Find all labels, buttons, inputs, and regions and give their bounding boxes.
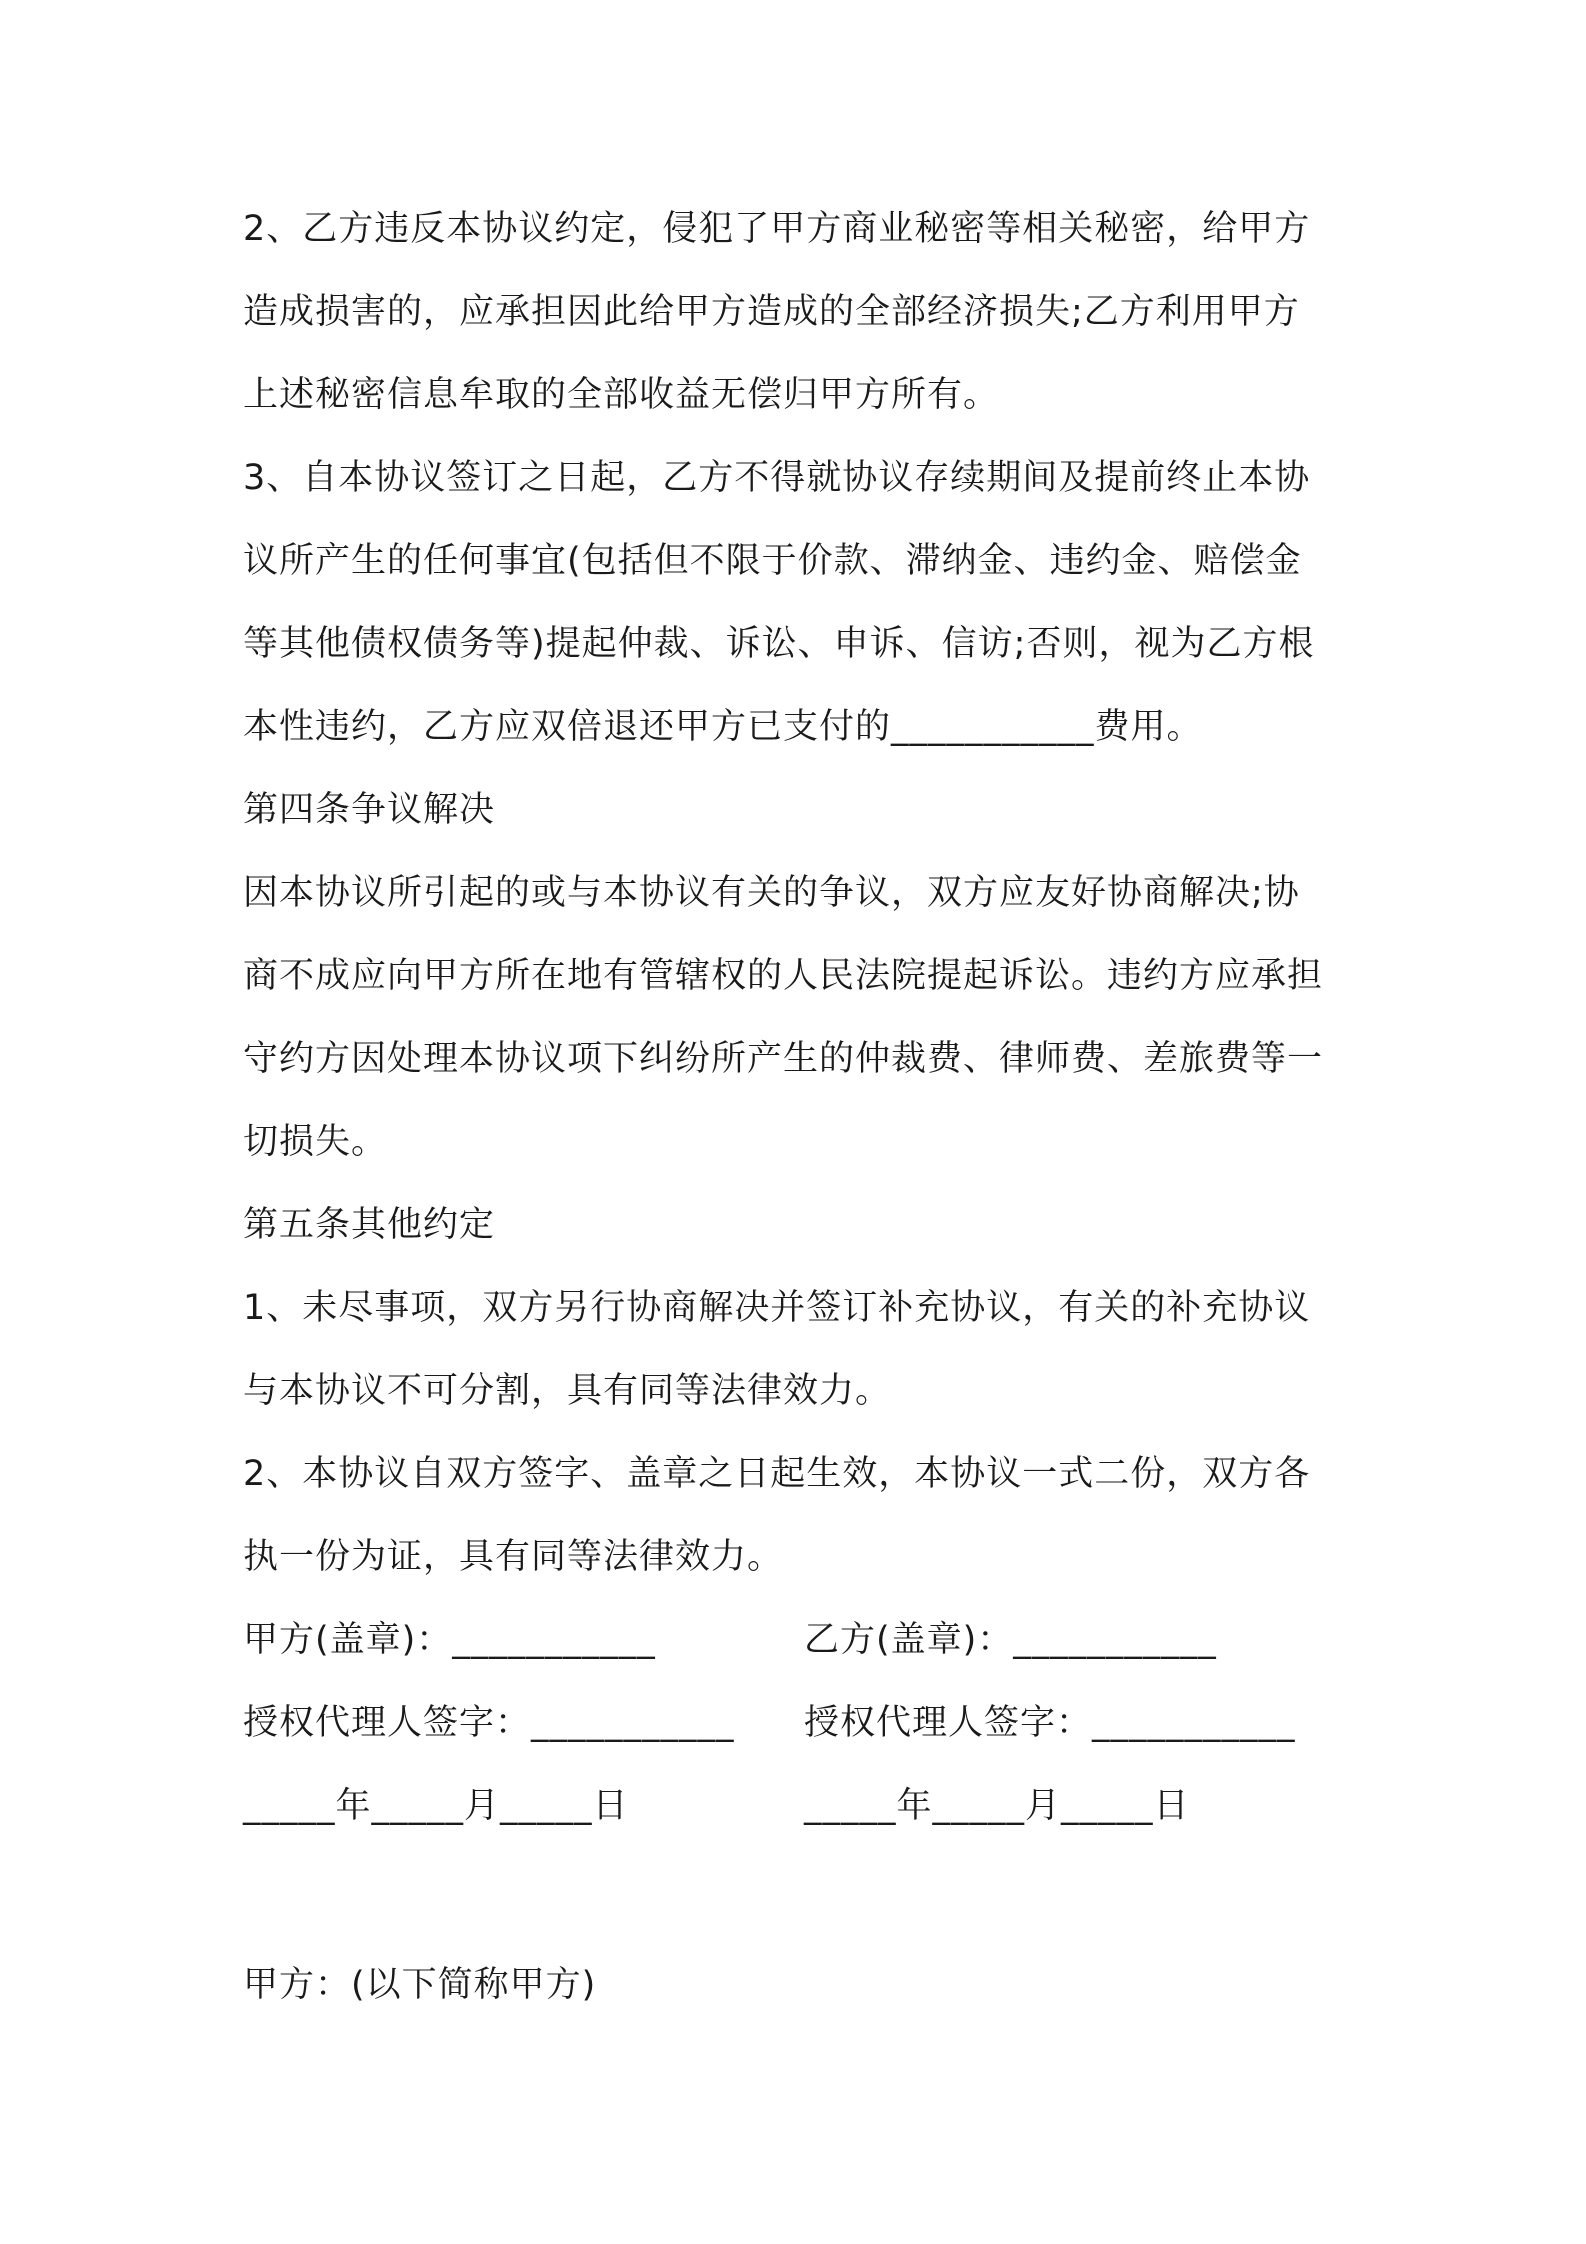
clause3-item3-line1: 3、自本协议签订之日起，乙方不得就协议存续期间及提前终止本协 bbox=[243, 458, 1311, 498]
clause3-item3-line2: 议所产生的任何事宜(包括但不限于价款、滞纳金、违约金、赔偿金 bbox=[243, 541, 1302, 581]
party-a-seal: 甲方(盖章)：___________ bbox=[243, 1620, 656, 1660]
article5-item2-line2: 执一份为证，具有同等法律效力。 bbox=[243, 1537, 784, 1577]
clause3-item2-line3: 上述秘密信息牟取的全部收益无偿归甲方所有。 bbox=[243, 375, 1000, 415]
article4-heading: 第四条争议解决 bbox=[243, 790, 496, 830]
article5-item1-line2: 与本协议不可分割，具有同等法律效力。 bbox=[243, 1371, 892, 1411]
clause3-item3-line3: 等其他债权债务等)提起仲裁、诉讼、申诉、信访;否则，视为乙方根 bbox=[243, 624, 1315, 664]
party-a-definition: 甲方：(以下简称甲方) bbox=[243, 1965, 597, 2005]
article5-item1-line1: 1、未尽事项，双方另行协商解决并签订补充协议，有关的补充协议 bbox=[243, 1288, 1311, 1328]
party-b-agent-signature: 授权代理人签字：___________ bbox=[804, 1703, 1296, 1743]
article5-item2-line1: 2、本协议自双方签字、盖章之日起生效，本协议一式二份，双方各 bbox=[243, 1454, 1311, 1494]
party-b-date: _____年_____月_____日 bbox=[804, 1786, 1190, 1826]
article5-heading: 第五条其他约定 bbox=[243, 1205, 496, 1245]
clause3-item2-line2: 造成损害的，应承担因此给甲方造成的全部经济损失;乙方利用甲方 bbox=[243, 292, 1300, 332]
party-a-agent-signature: 授权代理人签字：___________ bbox=[243, 1703, 735, 1743]
article4-line3: 守约方因处理本协议项下纠纷所产生的仲裁费、律师费、差旅费等一 bbox=[243, 1039, 1324, 1079]
clause3-item2-line1: 2、乙方违反本协议约定，侵犯了甲方商业秘密等相关秘密，给甲方 bbox=[243, 209, 1311, 249]
article4-line1: 因本协议所引起的或与本协议有关的争议，双方应友好协商解决;协 bbox=[243, 873, 1300, 913]
article4-line4: 切损失。 bbox=[243, 1122, 388, 1162]
party-b-seal: 乙方(盖章)：___________ bbox=[804, 1620, 1217, 1660]
clause3-item3-line4: 本性违约，乙方应双倍退还甲方已支付的___________费用。 bbox=[243, 707, 1203, 747]
party-a-date: _____年_____月_____日 bbox=[243, 1786, 629, 1826]
article4-line2: 商不成应向甲方所在地有管辖权的人民法院提起诉讼。违约方应承担 bbox=[243, 956, 1324, 996]
